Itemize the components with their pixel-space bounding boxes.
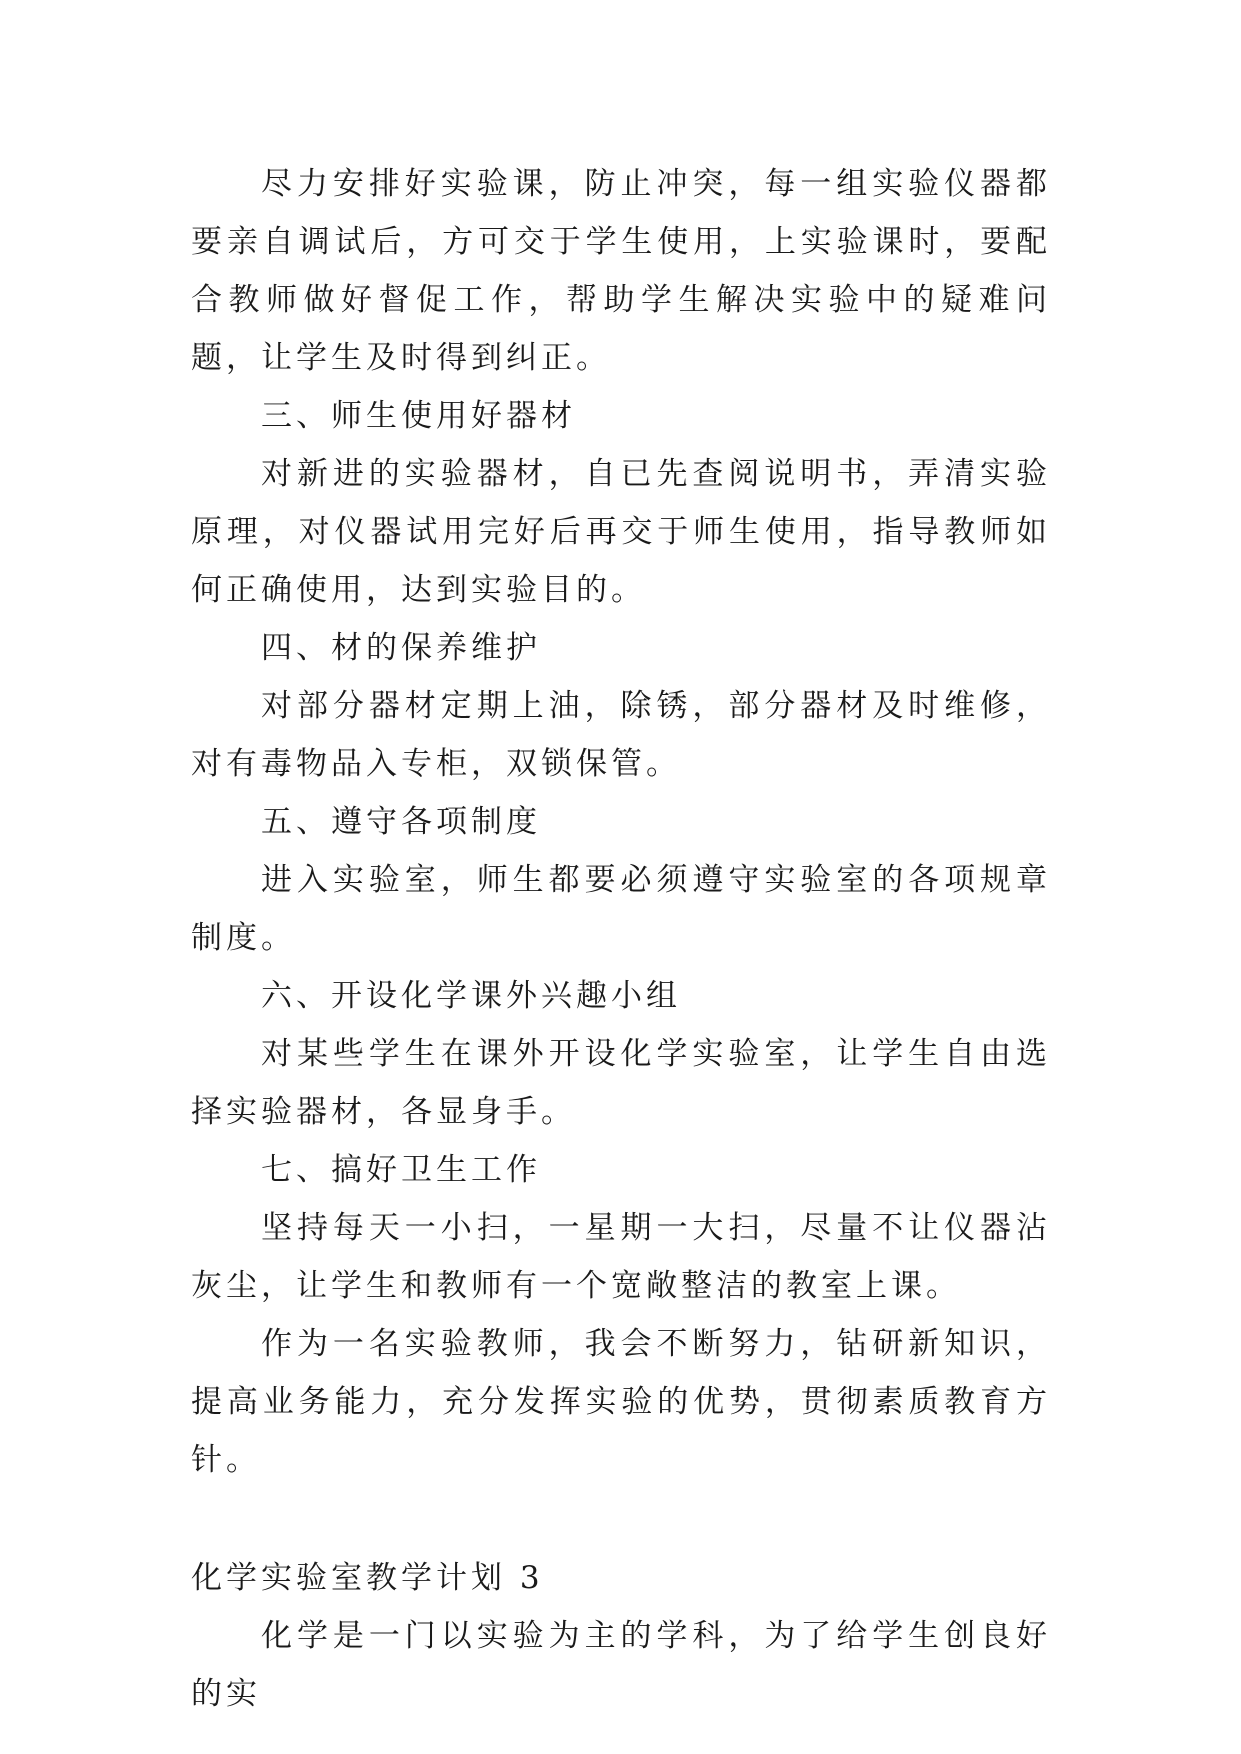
section-heading: 七、搞好卫生工作: [261, 1152, 541, 1188]
document-body: [191, 155, 1051, 1723]
paragraph: 坚持每天一小扫，一星期一大扫，尽量不让仪器沾灰尘，让学生和教师有一个宽敞整洁的教室上课。: [191, 1210, 1051, 1304]
paragraph: 进入实验室，师生都要必须遵守实验室的各项规章制度。: [191, 862, 1051, 956]
paragraph: 尽力安排好实验课，防止冲突，每一组实验仪器都要亲自调试后，方可交于学生使用，上实验课时，要配合教师做好督促工作，帮助学生解决实验中的疑难问题，让学生及时得到纠正。: [191, 166, 1051, 376]
section-heading: 六、开设化学课外兴趣小组: [261, 978, 681, 1014]
section-heading: 五、遵守各项制度: [261, 804, 541, 840]
section-heading: 三、师生使用好器材: [261, 398, 576, 434]
paragraph: 对新进的实验器材，自已先查阅说明书，弄清实验原理，对仪器试用完好后再交于师生使用，指导教师如何正确使用，达到实验目的。: [191, 456, 1051, 608]
paragraph: 对某些学生在课外开设化学实验室，让学生自由选择实验器材，各显身手。: [191, 1036, 1051, 1130]
section-heading: 四、材的保养维护: [261, 630, 541, 666]
paragraph: 对部分器材定期上油，除锈，部分器材及时维修，对有毒物品入专柜，双锁保管。: [191, 688, 1051, 782]
paragraph: 作为一名实验教师，我会不断努力，钻研新知识，提高业务能力，充分发挥实验的优势，贯彻素质教育方针。: [191, 1326, 1051, 1478]
document-section-title: 化学实验室教学计划 3: [191, 1560, 544, 1596]
paragraph: 化学是一门以实验为主的学科，为了给学生创良好的实: [191, 1618, 1051, 1712]
